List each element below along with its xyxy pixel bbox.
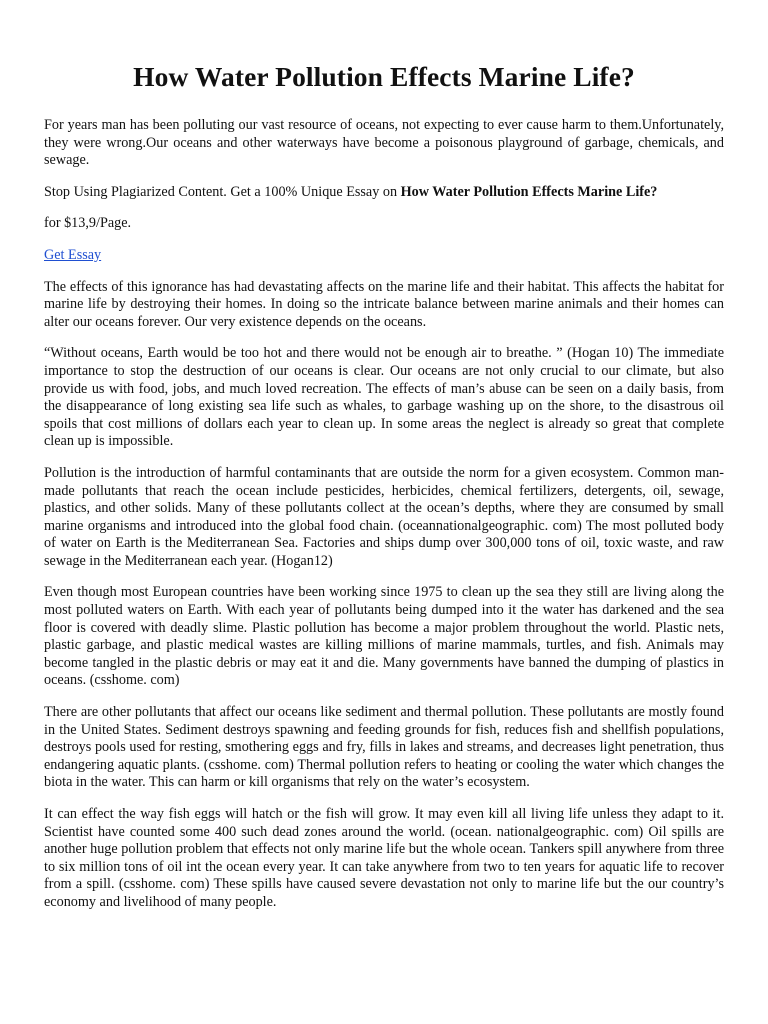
- get-essay-row: [44, 247, 724, 265]
- body-paragraph-1: The effects of this ignorance has had devastating affects on the marine life and their habitat. This affects the habitat for marine life by destroying their homes. In doing so the intricate balance between marine animals and their homes can alter our oceans forever. Our very existence depends on the oceans.: [44, 278, 724, 330]
- promo-text: Stop Using Plagiarized Content. Get a 100% Unique Essay on: [44, 183, 401, 200]
- promo-essay-title: How Water Pollution Effects Marine Life?: [400, 183, 658, 200]
- body-paragraph-5: There are other pollutants that affect our oceans like sediment and thermal pollution. These pollutants are mostly found in the United States. Sediment destroys spawning and feeding grounds for fish, reduces fish and shellfish populations, destroys pools used for resting, smothering eggs and fry, fills in lakes and streams, and decreases light penetration, thus endangering aquatic plants. (csshome. com) Thermal pollution refers to heating or cooling the water which changes the biota in the water. This can harm or kill organisms that rely on the water’s ecosystem.: [44, 704, 724, 791]
- body-paragraph-3: Pollution is the introduction of harmful contaminants that are outside the norm for a given ecosystem. Common man-made pollutants that reach the ocean include pesticides, herbicides, chemical fertilizers, detergents, oil, sewage, plastics, and other solids. Many of these pollutants collect at the ocean’s depths, where they are consumed by small marine organisms and introduced into the global food chain. (oceannationalgeographic. com) The most polluted body of water on Earth is the Mediterranean Sea. Factories and ships dump over 300,000 tons of oil, toxic waste, and raw sewage in the Mediterranean each year. (Hogan12): [44, 464, 724, 569]
- page-title: How Water Pollution Effects Marine Life?: [133, 61, 635, 92]
- essay-page: [44, 58, 724, 926]
- body-paragraph-6: It can effect the way fish eggs will hatch or the fish will grow. It may even kill all living life unless they adapt to it. Scientist have counted some 400 such dead zones around the world. (ocean. nationalgeographic. com) Oil spills are another huge pollution problem that effects not only marine life but the whole ocean. Tankers spill anywhere from three to six million tons of oil int the ocean every year. It can take anywhere from two to ten years for aquatic life to recover from a spill. (csshome. com) These spills have caused severe devastation not only to marine life but the our country’s economy and livelihood of many people.: [44, 806, 724, 910]
- promo-line: [44, 184, 724, 202]
- intro-paragraph: For years man has been polluting our vast resource of oceans, not expecting to ever cause harm to them.Unfortunately, they were wrong.Our oceans and other waterways have become a poisonous playground of garbage, chemicals, and sewage.: [44, 117, 724, 169]
- promo-price: for $13,9/Page.: [44, 215, 132, 232]
- body-paragraph-2: “Without oceans, Earth would be too hot and there would not be enough air to breathe. ” (Hogan 10) The immediate importance to stop the destruction of our oceans is clear. Our oceans are not only crucial to our climate, but also provide us with food, jobs, and much loved recreation. The effects of man’s abuse can be seen on a daily basis, from the disappearance of long existing sea life such as whales, to garbage washing up on the shore, to the disastrous oil spoils that cost millions of dollars each year to clean up. In some areas the neglect is already so great that complete clean up is impossible.: [44, 345, 724, 450]
- body-paragraph-4: Even though most European countries have been working since 1975 to clean up the sea they still are living along the most polluted waters on Earth. With each year of pollutants being dumped into it the water has darkened and the sea floor is covered with deadly slime. Plastic pollution has become a major problem throughout the world. Plastic nets, plastic garbage, and plastic medical wastes are killing millions of marine mammals, turtles, and fish. Animals may become tangled in the plastic debris or may eat it and die. Many governments have banned the dumping of plastics in oceans. (csshome. com): [44, 584, 724, 689]
- get-essay-link[interactable]: Get Essay: [44, 246, 102, 263]
